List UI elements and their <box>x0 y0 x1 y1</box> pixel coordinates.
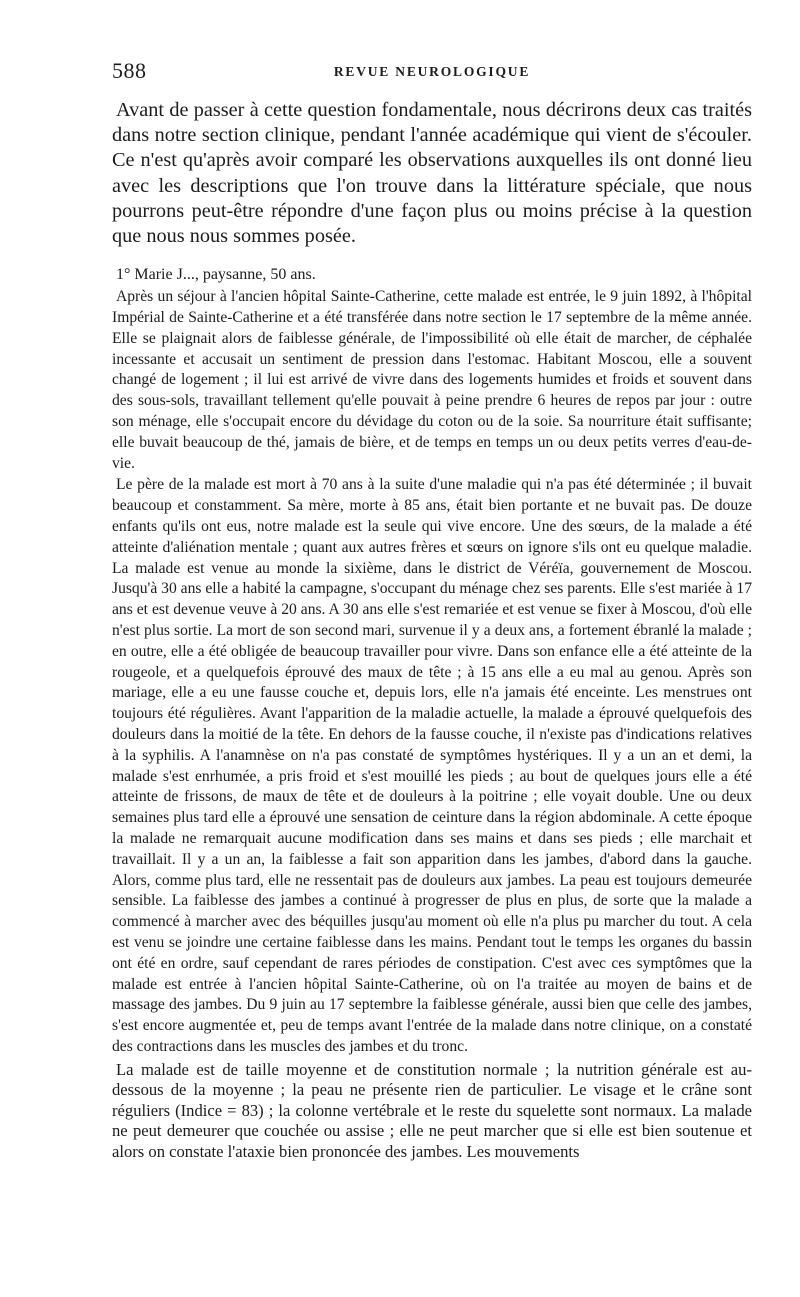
case-paragraph: Après un séjour à l'ancien hôpital Sainte-Catherine, cette malade est entrée, le 9 juin 1892, à l'hôpital Impérial de Sainte-Catherine et a été transférée dans notre section le 17 septembre de la même année. Elle se plaignait alors de faiblesse générale, de l'impossibilité où elle était de marcher, de céphalée incessante et accusait un sentiment de pression dans l'estomac. Habitant Moscou, elle a souvent changé de logement ; il lui est arrivé de vivre dans des logements humides et froids et souvent dans des sous-sols, travaillant tellement qu'elle pouvait à peine prendre 6 heures de repos par jour : outre son ménage, elle s'occupait encore du dévidage du coton ou de la soie. Sa nourriture était suffisante; elle buvait beaucoup de thé, jamais de bière, et de temps en temps un ou deux petits verres d'eau-de-vie. <box>112 288 752 472</box>
examination-section <box>112 1060 752 1163</box>
intro-section <box>112 98 752 249</box>
page-header <box>112 58 752 88</box>
intro-paragraph: Avant de passer à cette question fondamentale, nous décrirons deux cas traités dans notre section clinique, pendant l'année académique qui vient de s'écouler. Ce n'est qu'après avoir comparé les observations auxquelles ils ont donné lieu avec les descriptions que l'on trouve dans la littérature spéciale, que nous pourrons peut-être répondre d'une façon plus ou moins précise à la question que nous nous sommes posée. <box>112 99 752 248</box>
article-body <box>112 98 752 1163</box>
case-paragraph: Le père de la malade est mort à 70 ans à la suite d'une maladie qui n'a pas été déterminée ; il buvait beaucoup et constamment. Sa mère, morte à 85 ans, était bien portante et ne buvait pas. De douze enfants qu'ils ont eus, notre malade est la seule qui vive encore. Une des sœurs, de la malade a été atteinte d'aliénation mentale ; quant aux autres frères et sœurs on ignore s'ils ont eu quelque maladie. La malade est venue au monde la sixième, dans le district de Véréïa, gouvernement de Moscou. Jusqu'à 30 ans elle a habité la campagne, s'occupant du ménage chez ses parents. Elle s'est mariée à 17 ans et est devenue veuve à 20 ans. A 30 ans elle s'est remariée et est venue se fixer à Moscou, d'où elle n'est plus sortie. La mort de son second mari, survenue il y a deux ans, a fortement ébranlé la malade ; en outre, elle a été obligée de beaucoup travailler pour vivre. Dans son enfance elle a été atteinte de la rougeole, et a quelquefois éprouvé des maux de tête ; à 15 ans elle a eu mal au genou. Après son mariage, elle a eu une fausse couche et, depuis lors, elle n'a jamais été enceinte. Les menstrues ont toujours été régulières. Avant l'apparition de la maladie actuelle, la malade a éprouvé quelquefois des douleurs dans la moitié de la tête. En dehors de la fausse couche, il n'existe pas d'indications relatives à la syphilis. A l'anamnèse on n'a pas constaté de symptômes hystériques. Il y a un an et demi, la malade s'est enrhumée, a pris froid et s'est mouillé les pieds ; au bout de quelques jours elle a été atteinte de frissons, de maux de tête et de douleurs à la poitrine ; elle voyait double. Une ou deux semaines plus tard elle a éprouvé une sensation de ceinture dans la région abdominale. A cette époque la malade ne remarquait aucune modification dans ses mains et dans ses pieds ; elle marchait et travaillait. Il y a un an, la faiblesse a fait son apparition dans les jambes, d'abord dans la gauche. Alors, comme plus tard, elle ne ressentait pas de douleurs aux jambes. La peau est toujours demeurée sensible. La faiblesse des jambes a continué à progresser de plus en plus, de sorte que la malade a commencé à marcher avec des béquilles jusqu'au moment où elle n'a plus pu marcher du tout. A cela est venu se joindre une certaine faiblesse dans les mains. Pendant tout le temps les organes du bassin ont été en ordre, sauf cependant de rares périodes de constipation. C'est avec ces symptômes que la malade est entrée à l'ancien hôpital Sainte-Catherine, où on l'a traitée au moyen de bains et de massage des jambes. Du 9 juin au 17 septembre la faiblesse générale, aussi bien que celle des jambes, s'est encore augmentée et, peu de temps avant l'entrée de la malade dans notre clinique, on a constaté des contractions dans les muscles des jambes et du tronc. <box>112 476 752 1055</box>
exam-paragraph: La malade est de taille moyenne et de constitution normale ; la nutrition générale est au-dessous de la moyenne ; la peau ne présente rien de particulier. Le visage et le crâne sont réguliers (Indice = 83) ; la colonne vertébrale et le reste du squelette sont normaux. La malade ne peut demeurer que couchée ou assise ; elle ne peut marcher que si elle est bien soutenue et alors on constate l'ataxie bien prononcée des jambes. Les mouvements <box>112 1059 752 1162</box>
case-heading: 1° Marie J..., paysanne, 50 ans. <box>116 266 316 284</box>
running-title: REVUE NEUROLOGIQUE <box>333 64 531 79</box>
case-history <box>112 287 752 1057</box>
page-number: 588 <box>112 58 147 83</box>
